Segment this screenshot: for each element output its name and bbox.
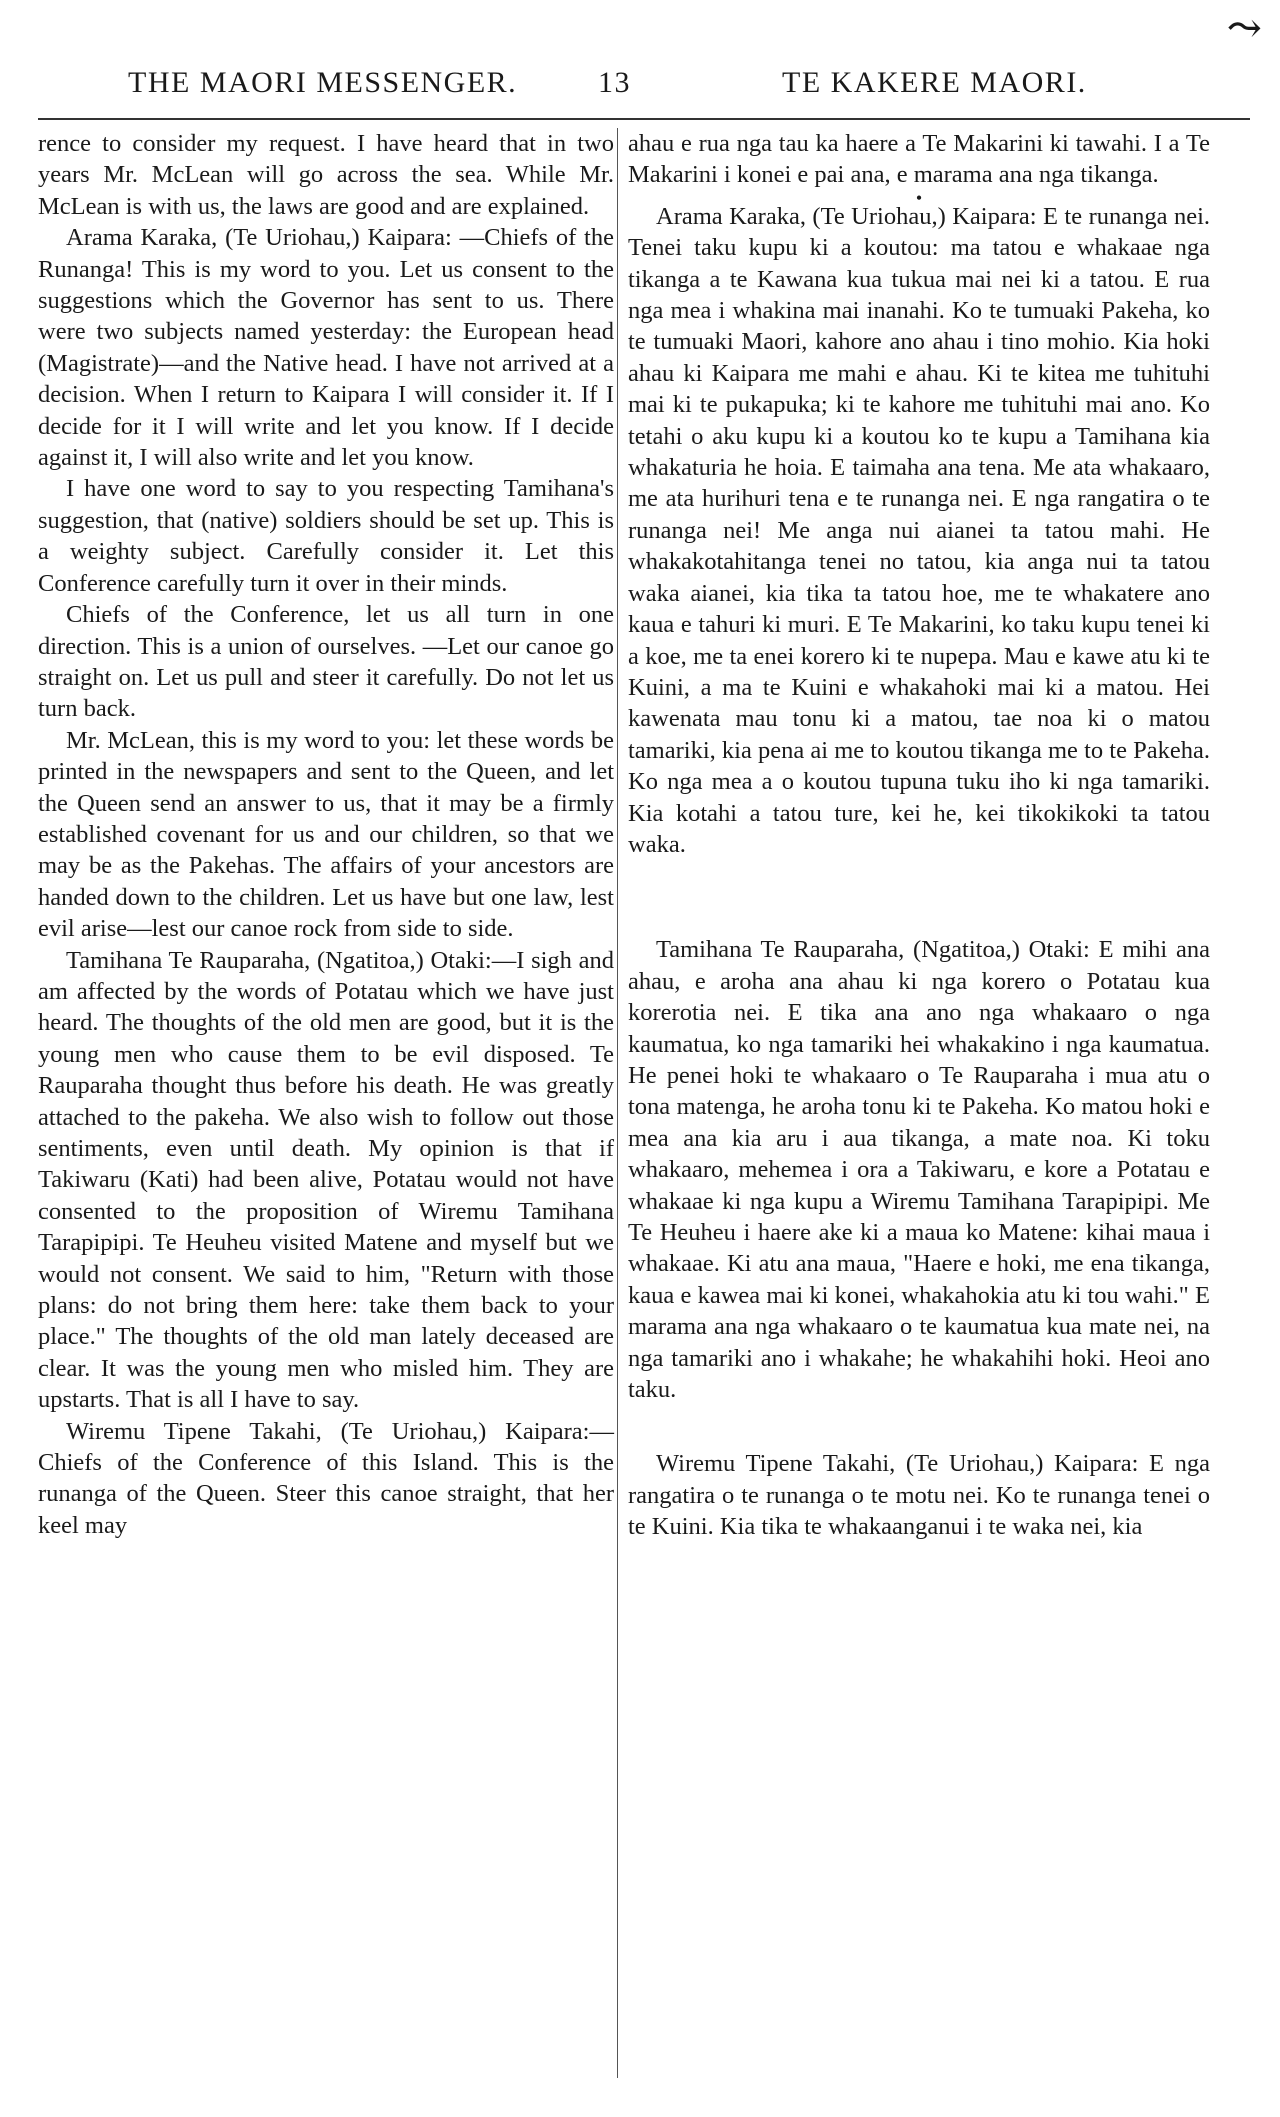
page-number: 13: [598, 66, 631, 99]
column-divider: [617, 128, 618, 2078]
paragraph: Wiremu Tipene Takahi, (Te Uriohau,) Kaipara:—Chiefs of the Conference of this Island. This is the runanga of the Queen. Steer this canoe straight, that her keel may: [38, 1417, 614, 1539]
paragraph: Arama Karaka, (Te Uriohau,) Kaipara: E te runanga nei. Tenei taku kupu ki a koutou: ma tatou e whakaae nga tikanga a te Kawana kua tukua mai nei ki a tatou. E rua nga mea i whakina mai inanahi. Ko te tumuaki Pakeha, ko te tumuaki Maori, kahore ano ahau i tino mohio. Kia hoki ahau ki Kaipara me mahi e ahau. Ki te kitea me tuhituhi mai ki te pukapuka; ki te kahore me tuhituhi mai ano. Ko tetahi o aku kupu ki a koutou ko te kupu a Tamihana kia whakaturia he hoia. E taimaha ana tena. Me ata whakaaro, me ata hurihuri tena e te runanga nei. E nga rangatira o te runanga nei! Me anga nui aianei ta tatou mahi. He whakakotahitanga tenei no tatou, kia anga nui ta tatou waka aianei, kia tika ta tatou hoe, me te whakatere ano kaua e tahuri ki muri. E Te Makarini, ko taku kupu tenei ki a koe, me ta enei korero ki te nupepa. Mau e kawe atu ki te Kuini, a ma te Kuini e whakahoki mai ki a matou. Hei kawenata mau tonu ki a matou, tae noa ki o matou tamariki, kia pena ai me to koutou tikanga me to te Pakeha. Ko nga mea a o koutou tupuna tuku iho ki nga tamariki. Kia kotahi a tatou ture, kei he, kei tikokikoki ta tatou waka.: [628, 202, 1210, 858]
page-header: [120, 58, 1240, 108]
paragraph: Chiefs of the Conference, let us all turn in one direction. This is a union of ourselves. —Let our canoe go straight on. Let us pull and steer it carefully. Do not let us turn back.: [38, 601, 614, 723]
paragraph: Tamihana Te Rauparaha, (Ngatitoa,) Otaki: E mihi ana ahau, e aroha ana ahau ki nga korero o Potatau kua korerotia nei. E tika ana ano nga whakaaro o nga kaumatua, ko nga tamariki hei whakakino i nga kaumatua. He penei hoki te whakaaro o Te Rauparaha i mua atu o tona matenga, he aroha tonu ki te Pakeha. Ko matou hoki e mea ana kia aru i aua tikanga, a mate noa. Ki toku whakaaro, mehemea i ora a Takiwaru, e kore a Potatau e whakaae ki nga kupu a Wiremu Tamihana Tarapipipi. Me Te Heuheu i haere ake ki a maua ko Matene: kihai maua i whakaae. Ki atu ana maua, "Haere e hoki, me ena tikanga, kaua e kawea mai ki konei, whakahokia atu ki tou wahi." E marama ana nga whakaaro o te kaumatua kua mate nei, na nga tamariki ano i whakahe; he whakahihi hoki. Heoi ano taku.: [628, 936, 1210, 1404]
english-column: [38, 128, 614, 1541]
paragraph: Mr. McLean, this is my word to you: let these words be printed in the newspapers and sent to the Queen, and let the Queen send an answer to us, that it may be a firmly established covenant for us and our children, so that we may be as the Pakehas. The affairs of your ancestors are handed down to the children. Let us have but one law, lest evil arise—lest our canoe rock from side to side.: [38, 726, 614, 943]
corner-mark: ⤳: [1226, 6, 1262, 52]
maori-masthead: TE KAKERE MAORI.: [782, 66, 1087, 99]
paragraph: I have one word to say to you respecting Tamihana's suggestion, that (native) soldiers should be set up. This is a weighty subject. Carefully consider it. Let this Conference carefully turn it over in their minds.: [38, 475, 614, 597]
paragraph: Tamihana Te Rauparaha, (Ngatitoa,) Otaki:—I sigh and am affected by the words of Potatau which we have just heard. The thoughts of the old men are good, but it is the young men who cause them to be evil disposed. Te Rauparaha thought thus before his death. He was greatly attached to the pakeha. We also wish to follow out those sentiments, even until death. My opinion is that if Takiwaru (Kati) had been alive, Potatau would not have consented to the proposition of Wiremu Tamihana Tarapipipi. Te Heuheu visited Matene and myself but we would not consent. We said to him, "Return with those plans: do not bring them here: take them back to your place." The thoughts of the old man lately deceased are clear. It was the young men who misled him. They are upstarts. That is all I have to say.: [38, 946, 614, 1414]
paragraph: rence to consider my request. I have heard that in two years Mr. McLean will go across the sea. While Mr. McLean is with us, the laws are good and are explained.: [38, 130, 614, 220]
separator-dot: •: [915, 187, 923, 208]
english-masthead: THE MAORI MESSENGER.: [128, 66, 518, 99]
maori-column: [628, 128, 1210, 1543]
paragraph: Wiremu Tipene Takahi, (Te Uriohau,) Kaipara: E nga rangatira o te runanga o te motu nei. Ko te runanga tenei o te Kuini. Kia tika te whakaanganui i te waka nei, kia: [628, 1450, 1210, 1541]
paragraph: ahau e rua nga tau ka haere a Te Makarini ki tawahi. I a Te Makarini i konei e pai ana, e marama ana nga tikanga.: [628, 130, 1210, 189]
paragraph: Arama Karaka, (Te Uriohau,) Kaipara: —Chiefs of the Runanga! This is my word to you. Let us consent to the suggestions which the Governor has sent to us. There were two subjects named yesterday: the European head (Magistrate)—and the Native head. I have not arrived at a decision. When I return to Kaipara I will consider it. If I decide for it I will write and let you know. If I decide against it, I will also write and let you know.: [38, 224, 614, 472]
header-rule: [38, 118, 1250, 120]
